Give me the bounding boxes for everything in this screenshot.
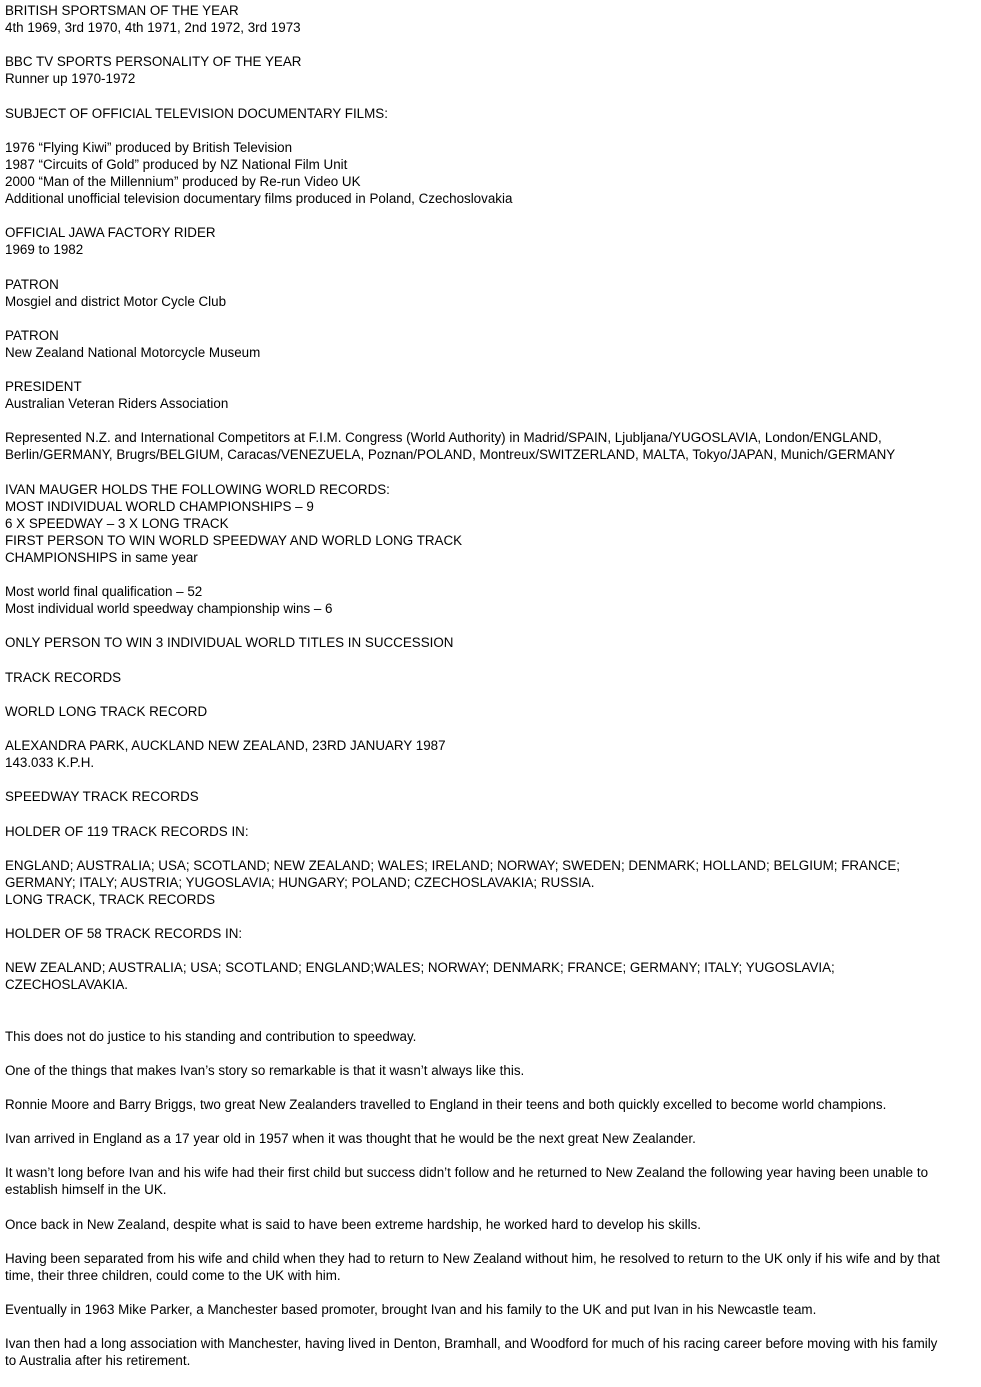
text-line: Once back in New Zealand, despite what is said to have been extreme hardship, he worked hard to develop his skills. bbox=[5, 1216, 701, 1232]
paragraph bbox=[5, 1301, 970, 1318]
text-line: to Australia after his retirement. bbox=[5, 1353, 191, 1369]
text-line: Ronnie Moore and Barry Briggs, two great New Zealanders travelled to England in their teens and both quickly excelled to become world champions. bbox=[5, 1097, 887, 1112]
paragraph bbox=[5, 2, 970, 36]
paragraph bbox=[5, 1130, 970, 1147]
paragraph bbox=[5, 224, 970, 258]
text-line: Eventually in 1963 Mike Parker, a Manchester based promoter, brought Ivan and his family to the UK and put Ivan in his Newcastle team. bbox=[5, 1302, 817, 1318]
paragraph bbox=[5, 583, 970, 617]
text-line: TRACK RECORDS bbox=[5, 669, 122, 685]
text-line: LONG TRACK, TRACK RECORDS bbox=[5, 891, 216, 907]
text-line: 1987 “Circuits of Gold” produced by NZ National Film Unit bbox=[5, 156, 348, 172]
paragraph bbox=[5, 1028, 970, 1045]
paragraph bbox=[5, 703, 970, 720]
document-body bbox=[5, 2, 970, 1387]
text-line: GERMANY; ITALY; AUSTRIA; YUGOSLAVIA; HUNGARY; POLAND; CZECHOSLAVAKIA; RUSSIA. bbox=[5, 874, 595, 890]
text-line: Most world final qualification – 52 bbox=[5, 584, 203, 600]
text-line: 1976 “Flying Kiwi” produced by British Television bbox=[5, 139, 293, 155]
text-line: SUBJECT OF OFFICIAL TELEVISION DOCUMENTARY FILMS: bbox=[5, 105, 388, 121]
paragraph bbox=[5, 1164, 970, 1198]
paragraph bbox=[5, 788, 970, 805]
paragraph bbox=[5, 429, 970, 463]
text-line: SPEEDWAY TRACK RECORDS bbox=[5, 789, 199, 805]
text-line: Mosgiel and district Motor Cycle Club bbox=[5, 293, 227, 309]
text-line: 143.033 K.P.H. bbox=[5, 755, 95, 771]
text-line: ALEXANDRA PARK, AUCKLAND NEW ZEALAND, 23RD JANUARY 1987 bbox=[5, 738, 446, 754]
text-line: Represented N.Z. and International Competitors at F.I.M. Congress (World Authority) in Madrid/SPAIN, Ljubljana/YUGOSLAVIA, London/ENGLAND, bbox=[5, 430, 882, 446]
text-line: HOLDER OF 58 TRACK RECORDS IN: bbox=[5, 926, 243, 942]
paragraph bbox=[5, 959, 970, 993]
text-line: BBC TV SPORTS PERSONALITY OF THE YEAR bbox=[5, 54, 302, 70]
text-line: Runner up 1970-1972 bbox=[5, 71, 136, 87]
text-line: FIRST PERSON TO WIN WORLD SPEEDWAY AND WORLD LONG TRACK bbox=[5, 532, 463, 548]
paragraph bbox=[5, 669, 970, 686]
paragraph bbox=[5, 857, 970, 908]
text-line: 2000 “Man of the Millennium” produced by Re-run Video UK bbox=[5, 173, 361, 189]
text-line: WORLD LONG TRACK RECORD bbox=[5, 703, 208, 719]
spacer bbox=[5, 1011, 970, 1028]
paragraph bbox=[5, 1096, 970, 1113]
text-line: establish himself in the UK. bbox=[5, 1182, 167, 1198]
paragraph bbox=[5, 634, 970, 651]
text-line: This does not do justice to his standing and contribution to speedway. bbox=[5, 1028, 417, 1044]
text-line: 1969 to 1982 bbox=[5, 242, 84, 258]
text-line: One of the things that makes Ivan’s story so remarkable is that it wasn’t always like this. bbox=[5, 1062, 525, 1078]
paragraph bbox=[5, 737, 970, 771]
text-line: HOLDER OF 119 TRACK RECORDS IN: bbox=[5, 823, 249, 839]
text-line: Ivan arrived in England as a 17 year old in 1957 when it was thought that he would be the next great New Zealander. bbox=[5, 1131, 696, 1147]
paragraph bbox=[5, 925, 970, 942]
paragraph bbox=[5, 276, 970, 310]
paragraph bbox=[5, 378, 970, 412]
paragraph bbox=[5, 105, 970, 122]
text-line: New Zealand National Motorcycle Museum bbox=[5, 344, 261, 360]
text-line: Ivan then had a long association with Manchester, having lived in Denton, Bramhall, and Woodford for much of his racing career before moving with his family bbox=[5, 1336, 938, 1352]
text-line: Additional unofficial television documentary films produced in Poland, Czechoslovakia bbox=[5, 191, 513, 207]
text-line: PRESIDENT bbox=[5, 379, 82, 395]
text-line: CHAMPIONSHIPS in same year bbox=[5, 550, 198, 565]
text-line: 4th 1969, 3rd 1970, 4th 1971, 2nd 1972, 3rd 1973 bbox=[5, 20, 301, 36]
text-line: NEW ZEALAND; AUSTRALIA; USA; SCOTLAND; ENGLAND;WALES; NORWAY; DENMARK; FRANCE; GERMANY; ITALY; YUGOSLAVIA; bbox=[5, 960, 835, 976]
text-line: Berlin/GERMANY, Brugrs/BELGIUM, Caracas/VENEZUELA, Poznan/POLAND, Montreux/SWITZERLAND, MALTA, Tokyo/JAPAN, Munich/GERMANY bbox=[5, 447, 896, 463]
text-line: BRITISH SPORTSMAN OF THE YEAR bbox=[5, 3, 239, 18]
paragraph bbox=[5, 1335, 970, 1369]
paragraph bbox=[5, 1062, 970, 1079]
text-line: ONLY PERSON TO WIN 3 INDIVIDUAL WORLD TITLES IN SUCCESSION bbox=[5, 635, 454, 651]
text-line: MOST INDIVIDUAL WORLD CHAMPIONSHIPS – 9 bbox=[5, 498, 314, 514]
paragraph bbox=[5, 1250, 970, 1284]
text-line: OFFICIAL JAWA FACTORY RIDER bbox=[5, 225, 216, 241]
paragraph bbox=[5, 53, 970, 87]
text-line: time, their three children, could come to the UK with him. bbox=[5, 1267, 341, 1283]
text-line: It wasn’t long before Ivan and his wife had their first child but success didn’t follow and he returned to New Zealand the following year having been unable to bbox=[5, 1165, 929, 1181]
text-line: IVAN MAUGER HOLDS THE FOLLOWING WORLD RECORDS: bbox=[5, 481, 390, 497]
text-line: Australian Veteran Riders Association bbox=[5, 396, 229, 412]
paragraph bbox=[5, 481, 970, 566]
text-line: CZECHOSLAVAKIA. bbox=[5, 977, 129, 993]
paragraph bbox=[5, 139, 970, 207]
text-line: Having been separated from his wife and child when they had to return to New Zealand without him, he resolved to return to the UK only if his wife and by that bbox=[5, 1250, 940, 1266]
paragraph bbox=[5, 823, 970, 840]
text-line: ENGLAND; AUSTRALIA; USA; SCOTLAND; NEW ZEALAND; WALES; IRELAND; NORWAY; SWEDEN; DENMARK; HOLLAND; BELGIUM; FRANCE; bbox=[5, 857, 900, 873]
text-line: Most individual world speedway championship wins – 6 bbox=[5, 601, 333, 617]
paragraph bbox=[5, 327, 970, 361]
text-line: PATRON bbox=[5, 276, 59, 292]
text-line: 6 X SPEEDWAY – 3 X LONG TRACK bbox=[5, 515, 229, 531]
text-line: PATRON bbox=[5, 327, 59, 343]
paragraph bbox=[5, 1216, 970, 1233]
